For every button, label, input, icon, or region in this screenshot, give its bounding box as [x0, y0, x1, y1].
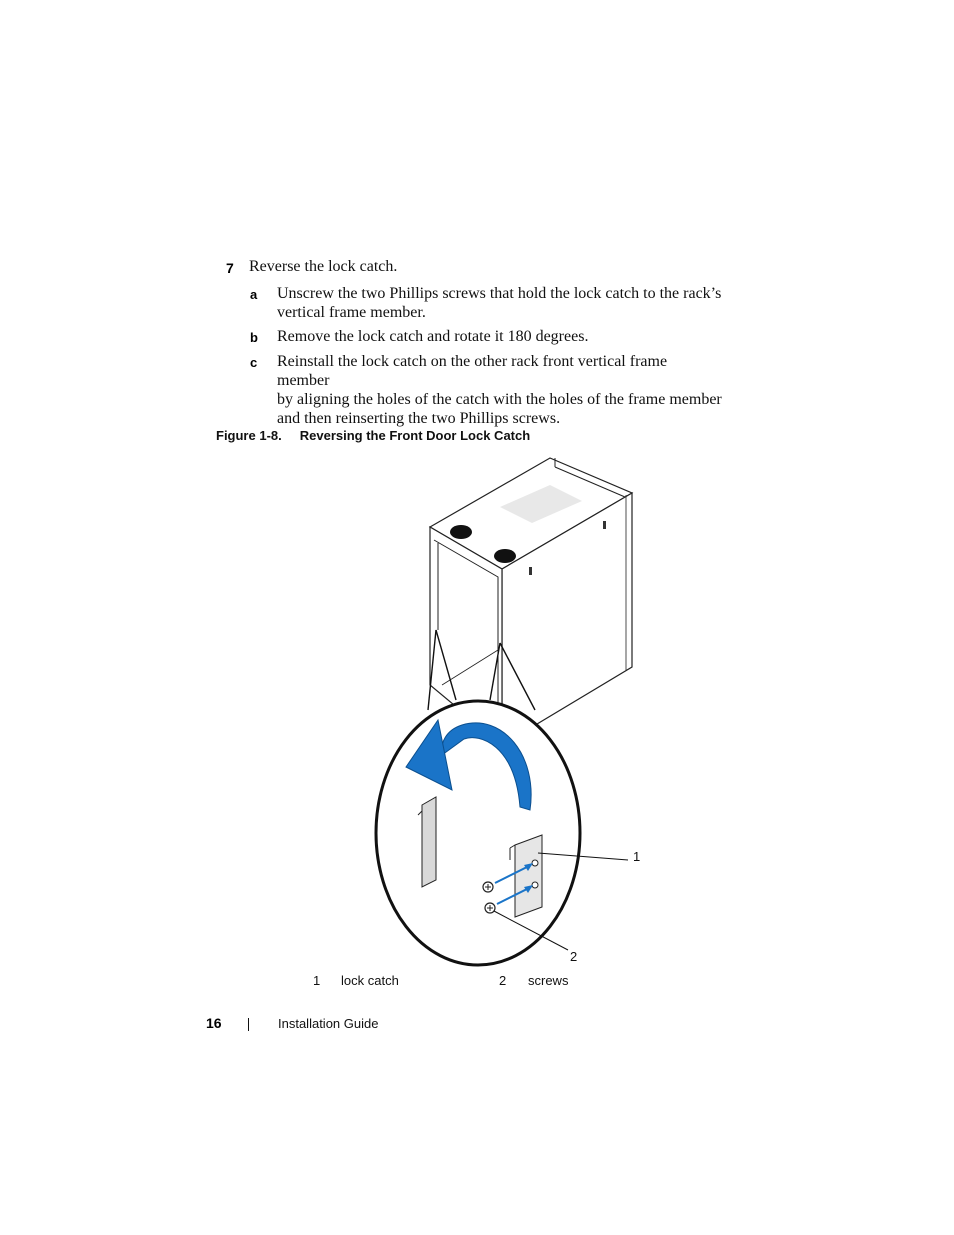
page-number: 16	[206, 1015, 222, 1031]
substep-letter-b: b	[250, 330, 258, 345]
substep-a-line-1: Unscrew the two Phillips screws that hold the lock catch to the rack’s	[277, 285, 722, 302]
legend-number-1: 1	[313, 973, 321, 988]
legend-label-screws: screws	[528, 973, 569, 988]
substep-text-a	[277, 284, 722, 322]
substep-text-b	[277, 327, 722, 346]
figure-caption	[216, 428, 530, 443]
lock-catch-removed	[422, 797, 436, 887]
substep-letter-a: a	[250, 287, 258, 302]
screw-icon	[483, 882, 493, 892]
screw-icon	[485, 903, 495, 913]
substep-text-c	[277, 352, 722, 428]
figure-label: Figure 1-8.	[216, 428, 282, 443]
side-latch-icon	[603, 521, 606, 529]
step-text: Reverse the lock catch.	[249, 258, 398, 275]
substep-c-line-3: and then reinserting the two Phillips screws.	[277, 410, 561, 427]
footer-title: Installation Guide	[278, 1016, 379, 1031]
substep-letter-c: c	[250, 355, 258, 370]
figure-title: Reversing the Front Door Lock Catch	[299, 428, 531, 443]
substep-c-line-2: by aligning the holes of the catch with the holes of the frame member	[277, 391, 722, 408]
footer-divider	[248, 1018, 249, 1031]
legend-label-lock-catch: lock catch	[341, 973, 399, 988]
callout-number-1: 1	[633, 849, 641, 864]
legend-number-2: 2	[499, 973, 507, 988]
substep-c-line-1: Reinstall the lock catch on the other rack front vertical frame member	[277, 353, 668, 389]
substep-b-line-1: Remove the lock catch and rotate it 180 degrees.	[277, 328, 589, 345]
substep-a-line-2: vertical frame member.	[277, 304, 426, 321]
detail-view-circle	[376, 701, 580, 965]
side-latch-icon	[529, 567, 532, 575]
lock-catch-installed	[515, 835, 542, 917]
cable-hole-icon	[494, 549, 516, 563]
callout-number-2: 2	[570, 949, 578, 964]
rack-lock-catch-illustration	[370, 455, 650, 975]
cable-hole-icon	[450, 525, 472, 539]
step-number: 7	[226, 260, 234, 276]
